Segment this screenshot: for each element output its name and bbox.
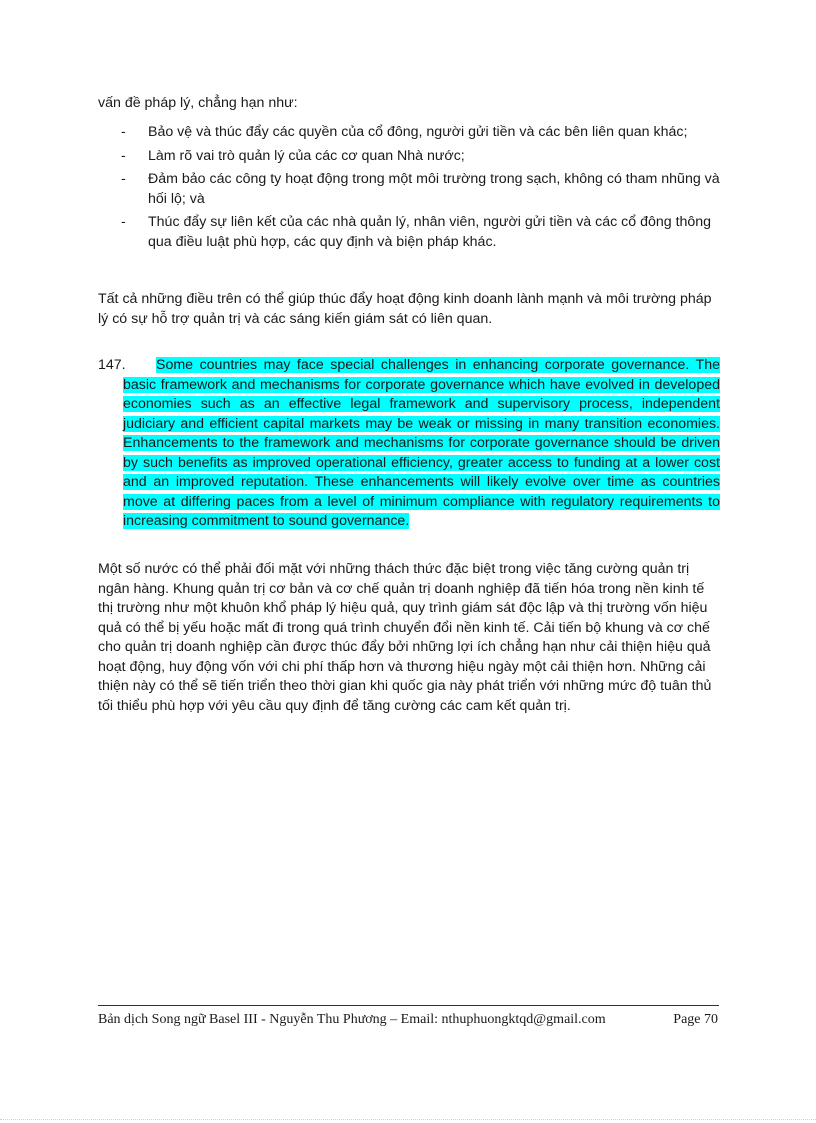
page-number: Page 70 (673, 1012, 718, 1027)
bullet-text: Bảo vệ và thúc đẩy các quyền của cổ đông, người gửi tiền và các bên liên quan khác; (148, 124, 688, 140)
list-item (98, 147, 723, 167)
bullet-list (98, 123, 723, 256)
bullet-text: Làm rõ vai trò quản lý của các cơ quan Nhà nước; (148, 147, 465, 164)
footer-text: Bản dịch Song ngữ Basel III - Nguyễn Thu Phương – Email: nthuphuongktqd@gmail.com (98, 1012, 606, 1027)
intro-line: vấn đề pháp lý, chẳng hạn như: (98, 95, 298, 111)
bullet-dash: - (121, 171, 126, 187)
list-item (98, 213, 723, 252)
bullet-text: Thúc đẩy sự liên kết của các nhà quản lý, nhân viên, người gửi tiền và các cổ đông thông qua điều luật phù hợp, các quy định và biện pháp khác. (148, 214, 712, 250)
bullet-dash: - (121, 147, 126, 164)
english-paragraph (123, 356, 720, 532)
summary-paragraph: Tất cả những điều trên có thể giúp thúc đẩy hoạt động kinh doanh lành mạnh và môi trường pháp lý có sự hỗ trợ quản trị và các sáng kiến giám sát có liên quan. (98, 291, 712, 327)
paragraph-number: 147. (98, 357, 126, 373)
bullet-dash: - (121, 214, 126, 230)
list-item (98, 170, 723, 209)
highlighted-text: Some countries may face special challenges in enhancing corporate governance. The basic framework and mechanisms for corporate governance which have evolved in developed economies such as an effective legal framework and supervisory process, independent judiciary and efficient capital markets may be weak or missing in many transition economies. Enhancements to the framework and mechanisms for corporate governance should be driven by such benefits as improved operational efficiency, greater access to funding at a lower cost and an improved reputation. These enhancements will likely evolve over time as countries move at differing paces from a level of minimum compliance with regulatory requirements to increasing commitment to sound governance. (123, 357, 720, 529)
page-edge (0, 1119, 816, 1120)
list-item (98, 123, 723, 143)
footer-divider (98, 1005, 719, 1006)
bullet-text: Đảm bảo các công ty hoạt động trong một môi trường trong sạch, không có tham nhũng và hối lộ; và (148, 171, 720, 207)
bullet-dash: - (121, 124, 126, 140)
vietnamese-translation: Một số nước có thể phải đối mặt với những thách thức đặc biệt trong việc tăng cường quản trị ngân hàng. Khung quản trị cơ bản và cơ chế quản trị doanh nghiệp đã tiến hóa trong nền kinh tế thị trường như một khuôn khổ pháp lý hiệu quả, quy trình giám sát độc lập và thị trường vốn hiệu quả có thể bị yếu hoặc mất đi trong quá trình chuyển đổi nền kinh tế. Cải tiến bộ khung và cơ chế cho quản trị doanh nghiệp cần được thúc đẩy bởi những lợi ích chẳng hạn như cải thiện hiệu quả hoạt động, huy động vốn với chi phí thấp hơn và thương hiệu ngày một cải thiện hơn. Những cải thiện này có thể sẽ tiến triển theo thời gian khi quốc gia này phát triển với những mức độ tuân thủ tối thiểu phù hợp với yêu cầu quy định để tăng cường các cam kết quản trị. (98, 561, 712, 714)
